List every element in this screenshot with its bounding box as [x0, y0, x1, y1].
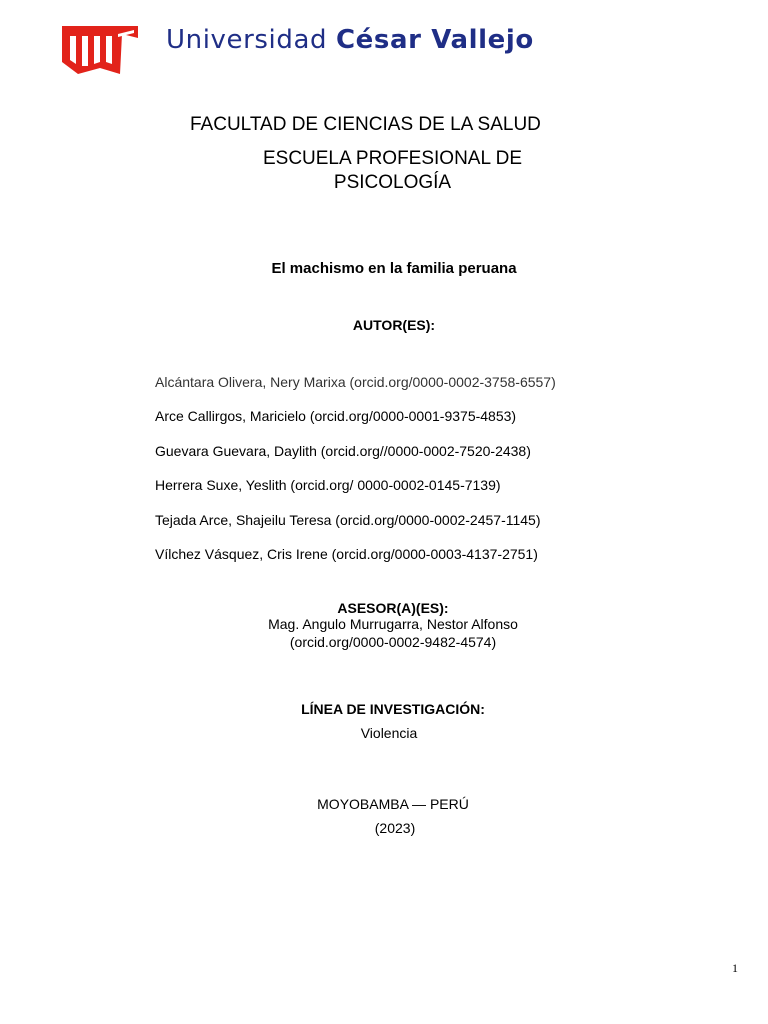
author-item: Vílchez Vásquez, Cris Irene (orcid.org/0000-0003-4137-2751) [155, 545, 538, 562]
authors-heading: AUTOR(ES): [352, 317, 436, 333]
university-logo-icon [60, 24, 140, 76]
university-name-main: César Vallejo [336, 25, 534, 55]
thesis-title: El machismo en la familia peruana [271, 260, 517, 277]
place: MOYOBAMBA — PERÚ [317, 796, 469, 812]
advisor-orcid: (orcid.org/0000-0002-9482-4574) [289, 634, 497, 650]
advisor-heading: ASESOR(A)(ES): [337, 600, 449, 616]
author-item: Arce Callirgos, Maricielo (orcid.org/0000-0001-9375-4853) [155, 408, 517, 425]
research-line-value: Violencia [360, 725, 418, 741]
research-line-heading: LÍNEA DE INVESTIGACIÓN: [301, 701, 485, 717]
school-name-line-2: PSICOLOGÍA [333, 172, 452, 193]
author-item: Guevara Guevara, Daylith (orcid.org//0000-0002-7520-2438) [155, 442, 531, 459]
authors-list [155, 372, 556, 578]
school-name [230, 147, 555, 195]
year: (2023) [374, 820, 416, 836]
school-name-line-1: ESCUELA PROFESIONAL DE [262, 148, 523, 169]
faculty-name: FACULTAD DE CIENCIAS DE LA SALUD [190, 114, 541, 135]
author-item: Alcántara Olivera, Nery Marixa (orcid.org/0000-0002-3758-6557) [155, 374, 556, 390]
author-item: Herrera Suxe, Yeslith (orcid.org/ 0000-0002-0145-7139) [155, 477, 501, 494]
advisor-name: Mag. Angulo Murrugarra, Nestor Alfonso [268, 616, 518, 632]
page-number: 1 [732, 961, 738, 975]
university-name-prefix: Universidad [166, 25, 328, 55]
university-name [166, 22, 534, 58]
author-item: Tejada Arce, Shajeilu Teresa (orcid.org/0000-0002-2457-1145) [155, 511, 541, 528]
